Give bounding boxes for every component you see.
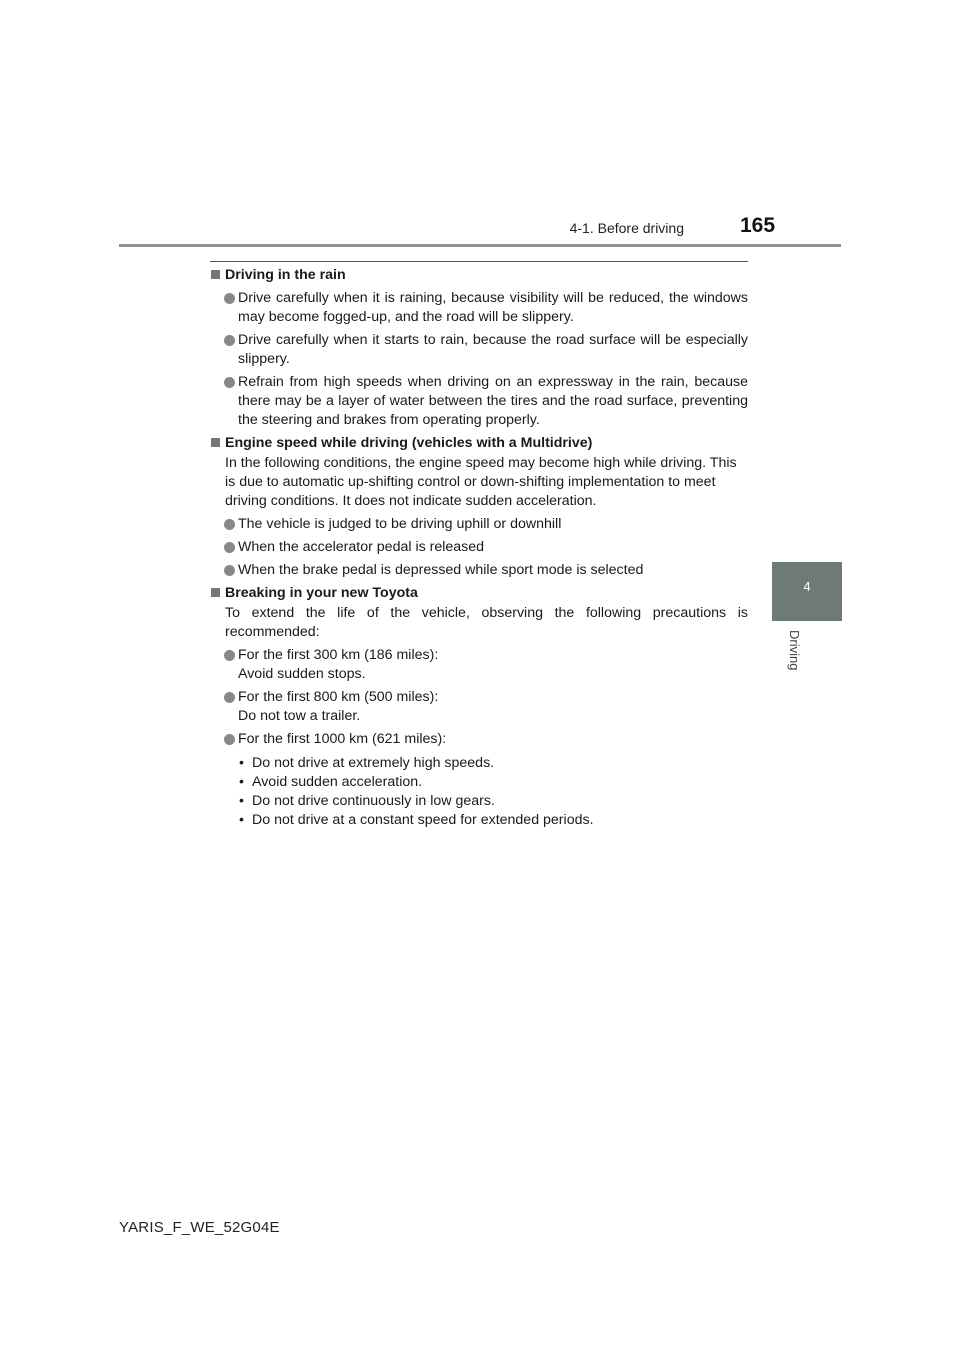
page-number: 165 xyxy=(740,214,776,237)
sub-list-item: • Avoid sudden acceleration. xyxy=(238,773,748,792)
list-item-text: Drive carefully when it is raining, because visibility will be reduced, the windows may become fogged-up, and the road will be slippery. xyxy=(238,290,748,325)
list-item-text: The vehicle is judged to be driving uphill or downhill xyxy=(238,516,562,532)
section-heading-text: Engine speed while driving (vehicles with a Multidrive) xyxy=(225,435,593,451)
circle-bullet-icon xyxy=(224,565,235,576)
section-heading-text: Driving in the rain xyxy=(225,267,346,283)
section-heading xyxy=(210,434,748,453)
list-item-subtext: Avoid sudden stops. xyxy=(238,666,366,682)
list-item-text: For the first 1000 km (621 miles): xyxy=(238,731,447,747)
content-top-rule xyxy=(210,261,748,262)
square-bullet-icon xyxy=(211,270,220,279)
list-item xyxy=(210,538,748,557)
section-intro: In the following conditions, the engine speed may become high while driving. This is due to automatic up-shifting control or down-shifting implementation to meet driving conditions. It does not indicate sudden acceleration. xyxy=(225,455,737,509)
circle-bullet-icon xyxy=(224,650,235,661)
list-item-subtext: Do not tow a trailer. xyxy=(238,708,361,724)
list-item-text: When the brake pedal is depressed while sport mode is selected xyxy=(238,562,644,578)
circle-bullet-icon xyxy=(224,542,235,553)
list-item xyxy=(210,331,748,369)
list-item-text: For the first 800 km (500 miles): xyxy=(238,689,439,705)
sub-list-item: • Do not drive continuously in low gears. xyxy=(238,792,748,811)
circle-bullet-icon xyxy=(224,519,235,530)
page-content xyxy=(210,266,748,830)
section-intro: To extend the life of the vehicle, observing the following precautions is recommended: xyxy=(225,605,748,640)
header-section-title: 4-1. Before driving xyxy=(569,220,684,236)
list-item xyxy=(210,561,748,580)
list-item-text: Drive carefully when it starts to rain, because the road surface will be especially slippery. xyxy=(238,332,748,367)
circle-bullet-icon xyxy=(224,335,235,346)
list-item xyxy=(210,646,748,684)
circle-bullet-icon xyxy=(224,293,235,304)
circle-bullet-icon xyxy=(224,692,235,703)
list-item xyxy=(210,373,748,430)
square-bullet-icon xyxy=(211,438,220,447)
circle-bullet-icon xyxy=(224,377,235,388)
list-item-text: For the first 300 km (186 miles): xyxy=(238,647,439,663)
square-bullet-icon xyxy=(211,588,220,597)
list-item xyxy=(210,730,748,749)
section-heading xyxy=(210,584,748,603)
list-item xyxy=(210,515,748,534)
list-item xyxy=(210,688,748,726)
sub-list-item: • Do not drive at a constant speed for extended periods. xyxy=(238,811,748,830)
section-heading-text: Breaking in your new Toyota xyxy=(225,585,418,601)
circle-bullet-icon xyxy=(224,734,235,745)
chapter-tab-label-wrap xyxy=(786,630,806,690)
document-code: YARIS_F_WE_52G04E xyxy=(119,1219,280,1236)
section-heading xyxy=(210,266,748,285)
list-item xyxy=(210,289,748,327)
sub-list-item: • Do not drive at extremely high speeds. xyxy=(238,754,748,773)
sub-list xyxy=(210,754,748,830)
list-item-text: When the accelerator pedal is released xyxy=(238,539,485,555)
list-item-text: Refrain from high speeds when driving on an expressway in the rain, because there may be a layer of water between the tires and the road surface, preventing the steering and brakes from operating properly. xyxy=(238,374,748,428)
chapter-tab-number: 4 xyxy=(803,579,811,594)
chapter-tab-label: Driving xyxy=(787,630,802,671)
header-divider xyxy=(119,244,841,247)
